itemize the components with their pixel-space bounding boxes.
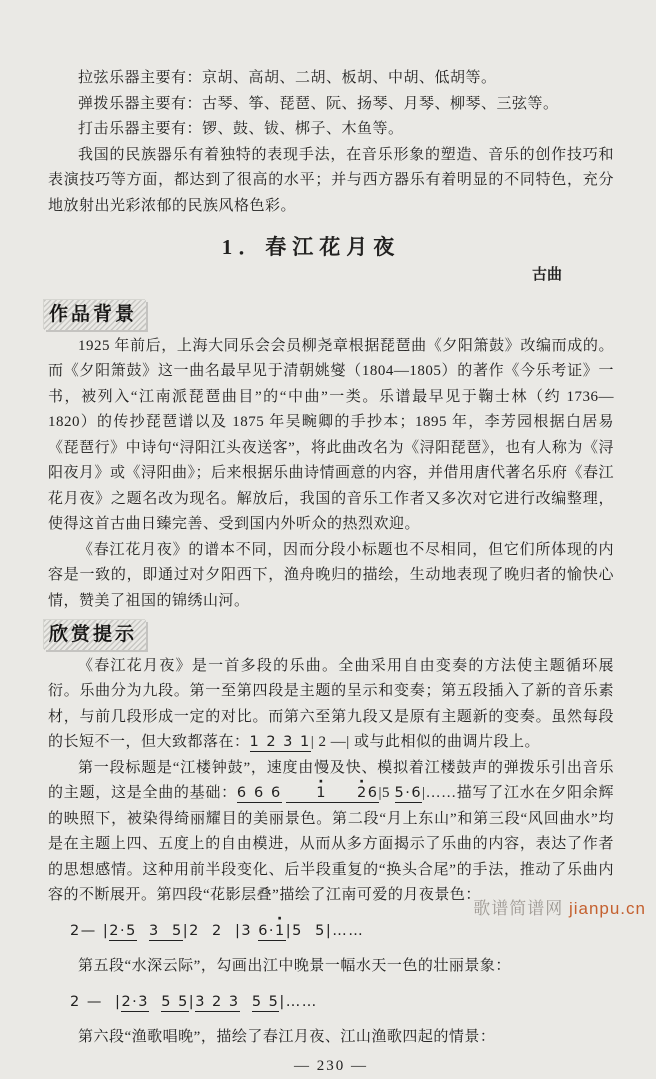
piece-attribution: 古曲 [48,263,614,289]
appreciation-paragraph-1: 《春江花月夜》是一首多段的乐曲。全曲采用自由变奏的方法使主题循环展衍。乐曲分为九段。第一至第四段是主题的呈示和变奏；第五段插入了新的音乐素材，与前几段形成一定的对比。而第六至第九段又是原有主题新的变奏。虽然每段的长短不一，但大致都落在：1 2 3 1| 2 —| 或与此相似的曲调片段上。 [48,654,614,756]
intro-line-bowed-strings: 拉弦乐器主要有：京胡、高胡、二胡、板胡、中胡、低胡等。 [48,66,614,92]
piece-title: 1．春江花月夜 [48,235,574,261]
appreciation-paragraph-3: 第五段“水深云际”，勾画出江中晚景一幅水天一色的壮丽景象： [48,954,614,980]
section-heading-work-background: 作品背景 [44,300,146,330]
jianpu-notation-flower-shadows: 2— |2·5 3 5|2 2 |3 6·1 ·|5 5|…… [70,919,614,945]
intro-paragraph: 我国的民族器乐有着独特的表现手法，在音乐形象的塑造、音乐的创作技巧和表演技巧等方面，都达到了很高的水平；并与西方器乐有着明显的不同特色，充分地放射出光彩浓郁的民族风格色彩。 [48,143,614,220]
appreciation-paragraph-4: 第六段“渔歌唱晚”，描绘了春江月夜、江山渔歌四起的情景： [48,1025,614,1051]
background-paragraph-2: 《春江花月夜》的谱本不同，因而分段小标题也不尽相同，但它们所体现的内容是一致的，即通过对夕阳西下，渔舟晚归的描绘，生动地表现了晚归者的愉快心情，赞美了祖国的锦绣山河。 [48,538,614,615]
section-heading-appreciation-tips: 欣赏提示 [44,620,146,650]
intro-line-percussion: 打击乐器主要有：锣、鼓、钹、梆子、木鱼等。 [48,117,614,143]
page-number: — 230 — [48,1054,614,1079]
scanned-book-page [48,66,614,1079]
watermark-site-url: jianpu.cn [569,899,646,918]
watermark [473,894,646,919]
watermark-site-name: 歌谱简谱网 [473,899,563,918]
jianpu-notation-deep-water-clouds: 2 — |2·3 5 5|3 2 3 5 5|…… [70,990,614,1016]
appreciation-paragraph-2: 第一段标题是“江楼钟鼓”，速度由慢及快、模拟着江楼鼓声的弹拨乐引出音乐的主题，这是全曲的基础：6 6 6 1 · 2 ·6|5 5·6|……描写了江水在夕阳余辉的映照下，被染得绮丽耀目的美丽景色。第二段“月上东山”和第三段“风回曲水”均是在主题上四、五度上的自由模进，从而从多方面揭示了乐曲的内容，表达了作者的思想感情。这种用前半段变化、后半段重复的“换头合尾”的手法，推动了乐曲内容的不断展开。第四段“花影层叠”描绘了江南可爱的月夜景色： [48,756,614,909]
background-paragraph-1: 1925 年前后，上海大同乐会会员柳尧章根据琵琶曲《夕阳箫鼓》改编而成的。而《夕阳箫鼓》这一曲名最早见于清朝姚燮（1804—1805）的著作《今乐考证》一书，被列入“江南派琵琶曲目”的“中曲”一类。乐谱最早见于鞠士林（约 1736—1820）的传抄琵琶谱以及 1875 年吴畹卿的手抄本；1895 年，李芳园根据白居易《琵琶行》中诗句“浔阳江头夜送客”，将此曲改名为《浔阳琵琶》，也有人称为《浔阳夜月》或《浔阳曲》；后来根据乐曲诗情画意的内容，并借用唐代著名乐府《春江花月夜》之题名改为现名。解放后，我国的音乐工作者又多次对它进行改编整理，使得这首古曲日臻完善、受到国内外听众的热烈欢迎。 [48,334,614,538]
intro-line-plucked-strings: 弹拨乐器主要有：古琴、筝、琵琶、阮、扬琴、月琴、柳琴、三弦等。 [48,92,614,118]
